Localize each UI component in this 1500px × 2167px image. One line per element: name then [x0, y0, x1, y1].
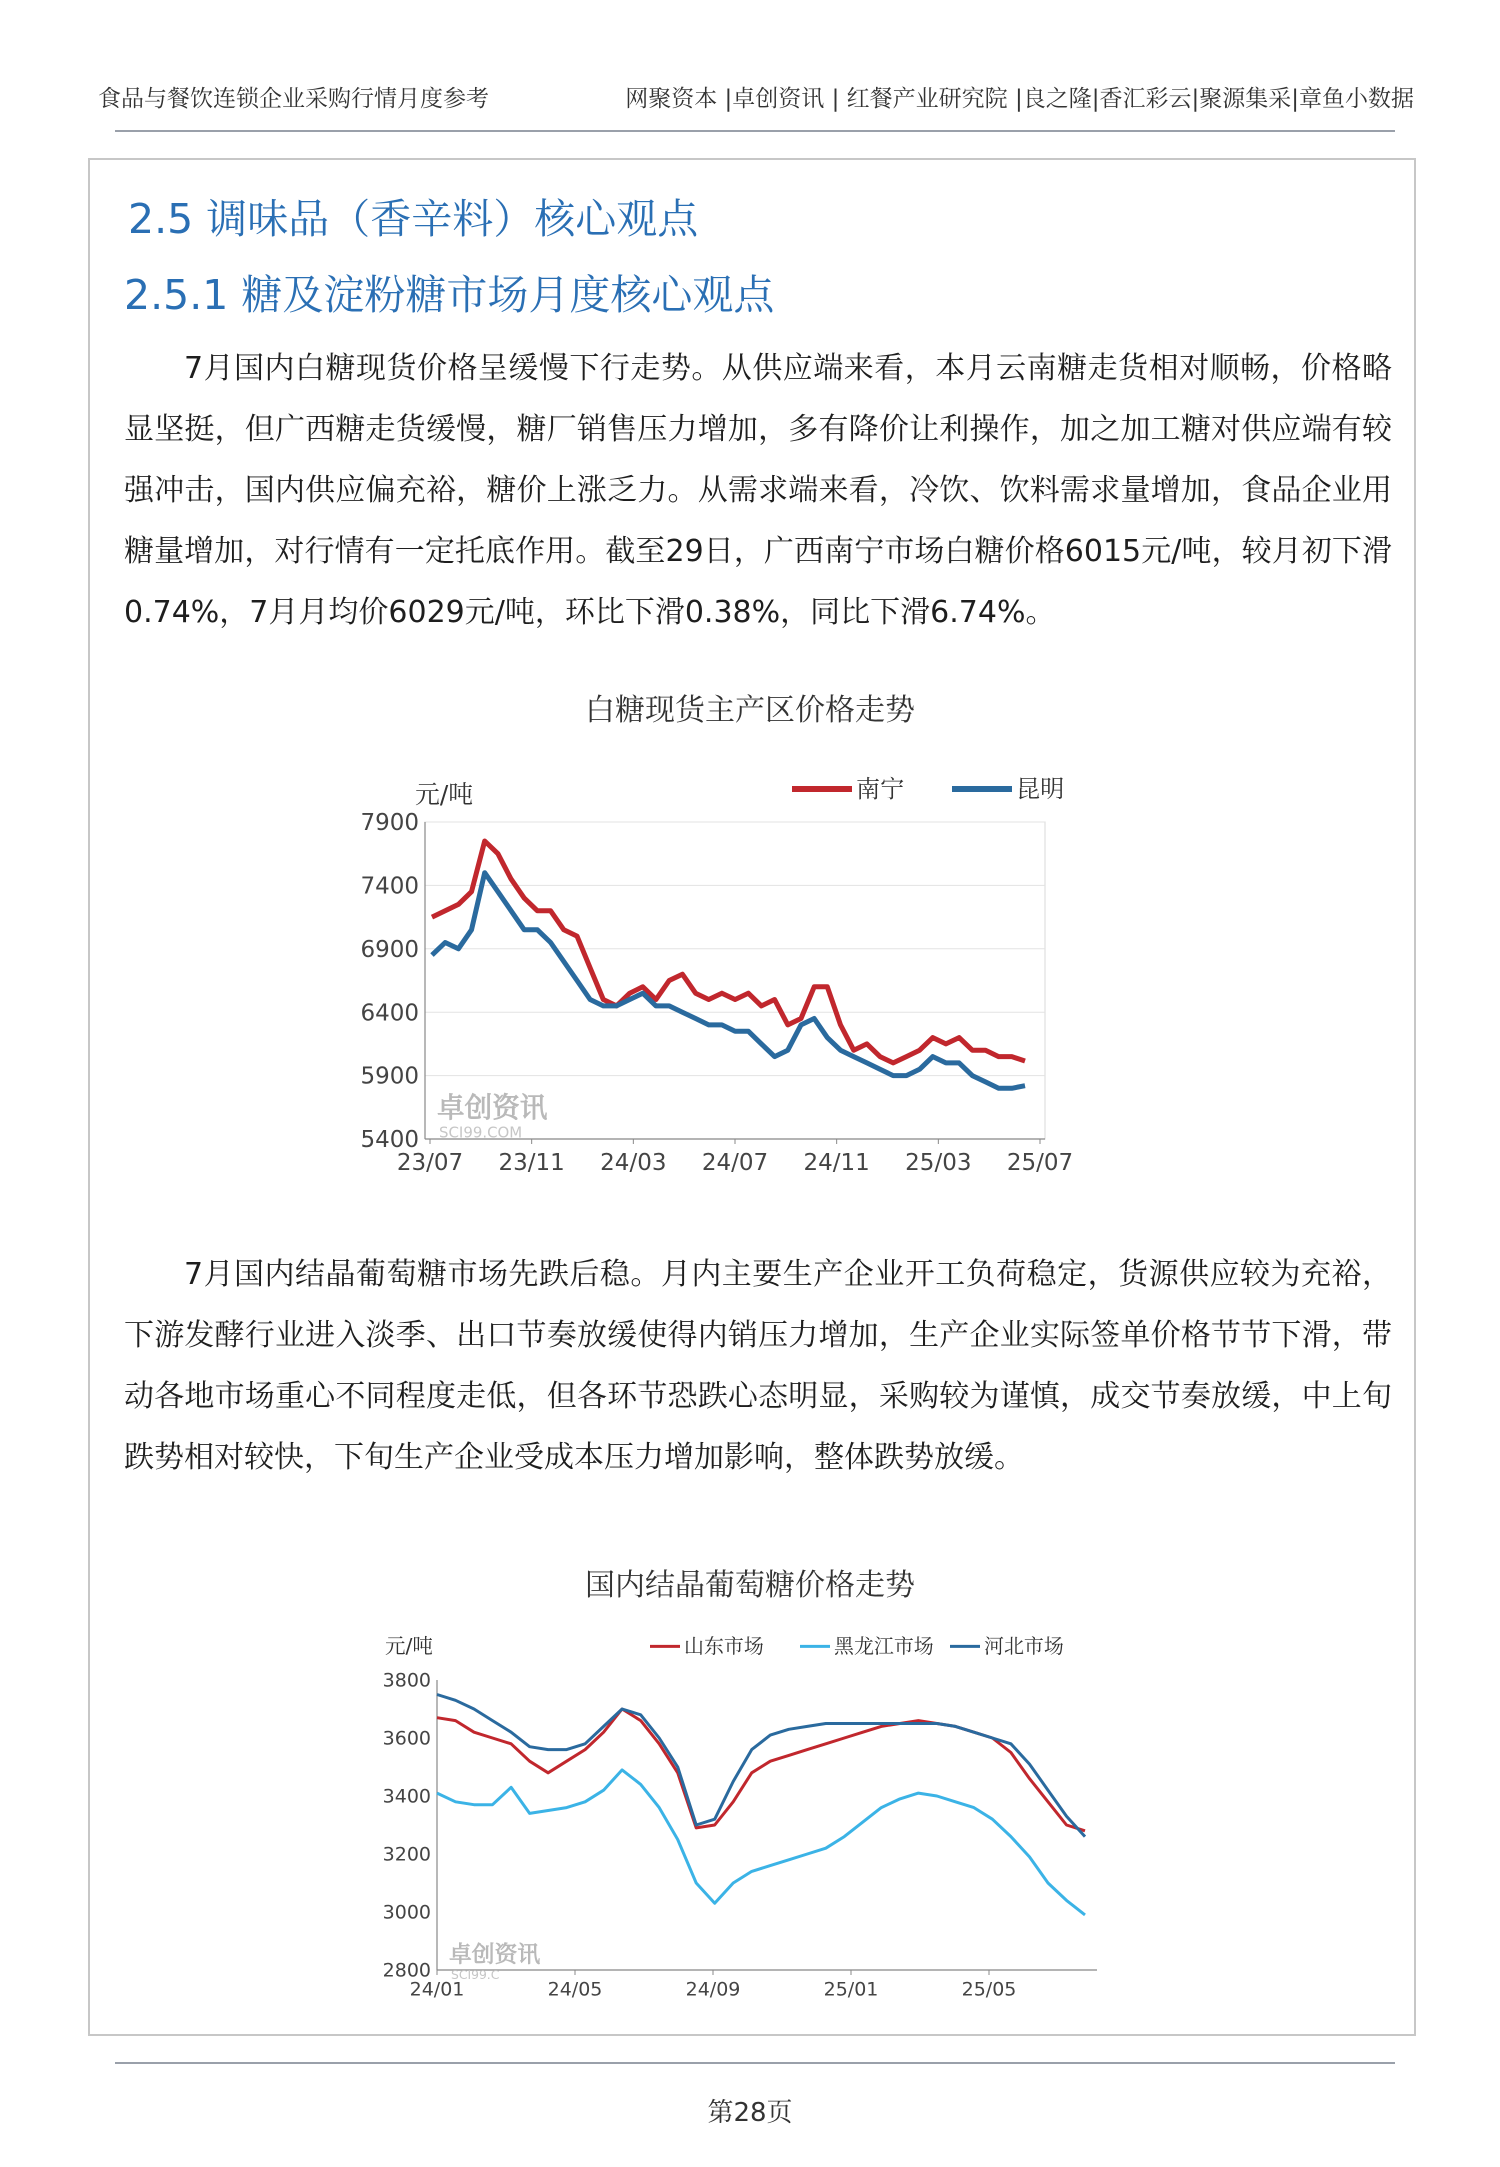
x-tick-label: 24/05 [547, 1978, 603, 2001]
legend-label-2: 昆明 [1016, 775, 1065, 803]
x-tick-label: 25/05 [961, 1978, 1017, 2001]
x-tick-label: 25/01 [823, 1978, 879, 2001]
x-tick-label: 24/07 [701, 1150, 769, 1177]
x-tick-label: 24/09 [685, 1978, 741, 2001]
glucose-price-chart [375, 1625, 1115, 2005]
watermark: 卓创资讯 [437, 1091, 548, 1124]
series-line-2 [437, 1770, 1085, 1915]
header-divider [115, 130, 1395, 132]
section-title: 2.5 调味品（香辛料）核心观点 [128, 195, 699, 243]
y-tick-label: 6400 [360, 1000, 419, 1027]
sugar-price-chart [360, 755, 1090, 1225]
watermark-sub: SCI99.C [451, 1968, 500, 1983]
y-tick-label: 7900 [360, 810, 419, 837]
x-tick-label: 23/11 [498, 1150, 565, 1177]
subsection-title: 2.5.1 糖及淀粉糖市场月度核心观点 [124, 271, 775, 319]
x-tick-label: 24/01 [409, 1978, 465, 2001]
y-axis-unit: 元/吨 [415, 780, 474, 809]
header-report-title: 食品与餐饮连锁企业采购行情月度参考 [98, 86, 489, 112]
x-tick-label: 24/03 [600, 1150, 667, 1177]
y-axis-unit: 元/吨 [385, 1634, 433, 1658]
watermark-sub: SCI99.COM [439, 1123, 523, 1142]
page-number: 第28页 [707, 2098, 793, 2128]
y-tick-label: 6900 [360, 936, 419, 963]
watermark: 卓创资讯 [449, 1942, 541, 1968]
legend-label-1: 山东市场 [684, 1634, 764, 1658]
legend-label-3: 河北市场 [984, 1634, 1064, 1658]
paragraph-sugar: 7月国内白糖现货价格呈缓慢下行走势。从供应端来看，本月云南糖走货相对顺畅，价格略显坚挺，但广西糖走货缓慢，糖厂销售压力增加，多有降价让利操作，加之加工糖对供应端有较强冲击，国内供应偏充裕，糖价上涨乏力。从需求端来看，冷饮、饮料需求量增加，食品企业用糖量增加，对行情有一定托底作用。截至29日，广西南宁市场白糖价格6015元/吨，较月初下滑0.74%，7月月均价6029元/吨，环比下滑0.38%，同比下滑6.74%。 [124, 351, 1392, 630]
y-tick-label: 5900 [360, 1063, 419, 1090]
paragraph-glucose: 7月国内结晶葡萄糖市场先跌后稳。月内主要生产企业开工负荷稳定，货源供应较为充裕，下游发酵行业进入淡季、出口节奏放缓使得内销压力增加，生产企业实际签单价格节节下滑，带动各地市场重心不同程度走低，但各环节恐跌心态明显，采购较为谨慎，成交节奏放缓，中上旬跌势相对较快，下旬生产企业受成本压力增加影响，整体跌势放缓。 [124, 1257, 1392, 1475]
y-tick-label: 7400 [360, 873, 419, 900]
y-tick-label: 3800 [382, 1669, 431, 1692]
figure-title-glucose: 国内结晶葡萄糖价格走势 [585, 1568, 915, 1603]
x-tick-label: 24/11 [803, 1150, 870, 1177]
y-tick-label: 2800 [382, 1959, 431, 1982]
footer-divider [115, 2062, 1395, 2064]
y-tick-label: 5400 [360, 1127, 419, 1154]
y-tick-label: 3000 [382, 1901, 431, 1924]
legend-label-1: 南宁 [856, 775, 905, 803]
legend-label-2: 黑龙江市场 [834, 1634, 934, 1658]
x-tick-label: 25/03 [905, 1150, 972, 1177]
y-tick-label: 3400 [382, 1785, 431, 1808]
header-sources: 网聚资本 |卓创资讯 | 红餐产业研究院 |良之隆|香汇彩云|聚源集采|章鱼小数据 [625, 86, 1414, 112]
x-tick-label: 23/07 [396, 1150, 464, 1177]
figure-title-sugar: 白糖现货主产区价格走势 [585, 693, 915, 728]
series-line-2 [432, 873, 1025, 1089]
y-tick-label: 3600 [382, 1727, 431, 1750]
x-tick-label: 25/07 [1006, 1150, 1074, 1177]
y-tick-label: 3200 [382, 1843, 431, 1866]
